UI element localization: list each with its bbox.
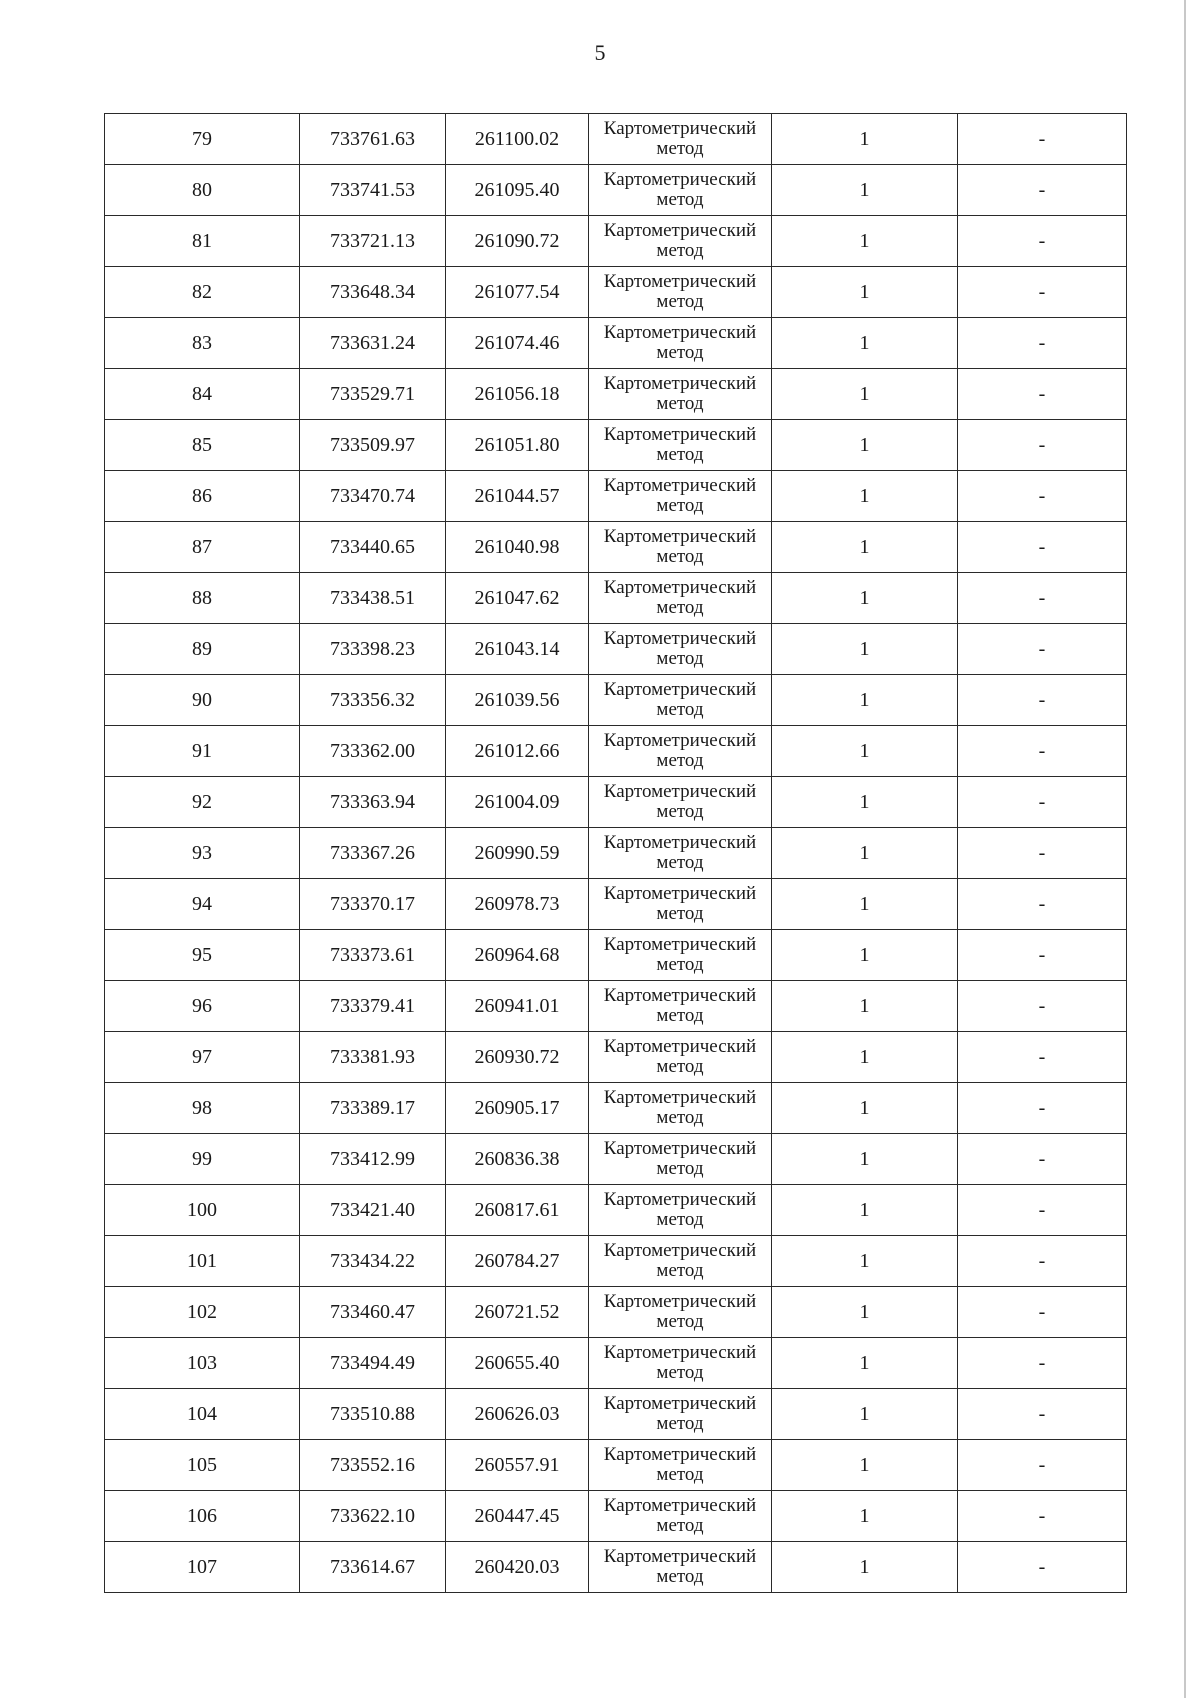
y-coordinate-cell: 260930.72	[446, 1032, 589, 1083]
point-number-cell: 106	[105, 1491, 300, 1542]
table-row	[105, 1287, 1127, 1338]
accuracy-cell: 1	[772, 879, 958, 930]
note-cell: -	[958, 777, 1127, 828]
note-cell: -	[958, 879, 1127, 930]
table-row	[105, 1185, 1127, 1236]
point-number-cell: 86	[105, 471, 300, 522]
y-coordinate-cell: 260990.59	[446, 828, 589, 879]
accuracy-cell: 1	[772, 624, 958, 675]
coordinates-table	[104, 113, 1127, 1593]
y-coordinate-cell: 261100.02	[446, 114, 589, 165]
x-coordinate-cell: 733367.26	[300, 828, 446, 879]
table-row	[105, 573, 1127, 624]
accuracy-cell: 1	[772, 522, 958, 573]
point-number-cell: 79	[105, 114, 300, 165]
note-cell: -	[958, 216, 1127, 267]
accuracy-cell: 1	[772, 675, 958, 726]
note-cell: -	[958, 1083, 1127, 1134]
page-edge-line	[1184, 0, 1186, 1698]
point-number-cell: 81	[105, 216, 300, 267]
accuracy-cell: 1	[772, 726, 958, 777]
y-coordinate-cell: 260941.01	[446, 981, 589, 1032]
point-number-cell: 99	[105, 1134, 300, 1185]
y-coordinate-cell: 260836.38	[446, 1134, 589, 1185]
method-cell: Картометрический метод	[589, 369, 772, 420]
method-cell: Картометрический метод	[589, 1389, 772, 1440]
accuracy-cell: 1	[772, 981, 958, 1032]
accuracy-cell: 1	[772, 1083, 958, 1134]
y-coordinate-cell: 261039.56	[446, 675, 589, 726]
x-coordinate-cell: 733421.40	[300, 1185, 446, 1236]
x-coordinate-cell: 733434.22	[300, 1236, 446, 1287]
table-row	[105, 1236, 1127, 1287]
y-coordinate-cell: 260420.03	[446, 1542, 589, 1593]
x-coordinate-cell: 733362.00	[300, 726, 446, 777]
table-row	[105, 1338, 1127, 1389]
table-row	[105, 1032, 1127, 1083]
page-number: 5	[594, 40, 606, 65]
x-coordinate-cell: 733470.74	[300, 471, 446, 522]
point-number-cell: 105	[105, 1440, 300, 1491]
method-cell: Картометрический метод	[589, 726, 772, 777]
y-coordinate-cell: 261004.09	[446, 777, 589, 828]
x-coordinate-cell: 733370.17	[300, 879, 446, 930]
note-cell: -	[958, 1287, 1127, 1338]
method-cell: Картометрический метод	[589, 1032, 772, 1083]
note-cell: -	[958, 675, 1127, 726]
x-coordinate-cell: 733741.53	[300, 165, 446, 216]
accuracy-cell: 1	[772, 1542, 958, 1593]
y-coordinate-cell: 260557.91	[446, 1440, 589, 1491]
note-cell: -	[958, 267, 1127, 318]
y-coordinate-cell: 261077.54	[446, 267, 589, 318]
note-cell: -	[958, 471, 1127, 522]
x-coordinate-cell: 733398.23	[300, 624, 446, 675]
accuracy-cell: 1	[772, 1185, 958, 1236]
accuracy-cell: 1	[772, 318, 958, 369]
x-coordinate-cell: 733389.17	[300, 1083, 446, 1134]
accuracy-cell: 1	[772, 471, 958, 522]
accuracy-cell: 1	[772, 1134, 958, 1185]
accuracy-cell: 1	[772, 267, 958, 318]
x-coordinate-cell: 733412.99	[300, 1134, 446, 1185]
table-row	[105, 726, 1127, 777]
accuracy-cell: 1	[772, 114, 958, 165]
note-cell: -	[958, 930, 1127, 981]
y-coordinate-cell: 261051.80	[446, 420, 589, 471]
point-number-cell: 97	[105, 1032, 300, 1083]
x-coordinate-cell: 733614.67	[300, 1542, 446, 1593]
table-row	[105, 1542, 1127, 1593]
note-cell: -	[958, 573, 1127, 624]
method-cell: Картометрический метод	[589, 471, 772, 522]
y-coordinate-cell: 260655.40	[446, 1338, 589, 1389]
table-row	[105, 777, 1127, 828]
note-cell: -	[958, 1542, 1127, 1593]
method-cell: Картометрический метод	[589, 930, 772, 981]
table-row	[105, 318, 1127, 369]
table-row	[105, 420, 1127, 471]
table-row	[105, 1134, 1127, 1185]
point-number-cell: 80	[105, 165, 300, 216]
table-row	[105, 930, 1127, 981]
table-row	[105, 675, 1127, 726]
table-row	[105, 165, 1127, 216]
point-number-cell: 104	[105, 1389, 300, 1440]
note-cell: -	[958, 318, 1127, 369]
point-number-cell: 100	[105, 1185, 300, 1236]
y-coordinate-cell: 261012.66	[446, 726, 589, 777]
note-cell: -	[958, 726, 1127, 777]
accuracy-cell: 1	[772, 777, 958, 828]
y-coordinate-cell: 260978.73	[446, 879, 589, 930]
method-cell: Картометрический метод	[589, 420, 772, 471]
method-cell: Картометрический метод	[589, 675, 772, 726]
x-coordinate-cell: 733494.49	[300, 1338, 446, 1389]
note-cell: -	[958, 624, 1127, 675]
accuracy-cell: 1	[772, 369, 958, 420]
point-number-cell: 89	[105, 624, 300, 675]
y-coordinate-cell: 261056.18	[446, 369, 589, 420]
accuracy-cell: 1	[772, 165, 958, 216]
method-cell: Картометрический метод	[589, 879, 772, 930]
x-coordinate-cell: 733379.41	[300, 981, 446, 1032]
x-coordinate-cell: 733440.65	[300, 522, 446, 573]
accuracy-cell: 1	[772, 1287, 958, 1338]
note-cell: -	[958, 1491, 1127, 1542]
note-cell: -	[958, 369, 1127, 420]
note-cell: -	[958, 165, 1127, 216]
note-cell: -	[958, 522, 1127, 573]
point-number-cell: 95	[105, 930, 300, 981]
table-row	[105, 981, 1127, 1032]
method-cell: Картометрический метод	[589, 1083, 772, 1134]
table-row	[105, 828, 1127, 879]
method-cell: Картометрический метод	[589, 1185, 772, 1236]
note-cell: -	[958, 1134, 1127, 1185]
method-cell: Картометрический метод	[589, 828, 772, 879]
x-coordinate-cell: 733761.63	[300, 114, 446, 165]
method-cell: Картометрический метод	[589, 522, 772, 573]
point-number-cell: 92	[105, 777, 300, 828]
note-cell: -	[958, 1440, 1127, 1491]
note-cell: -	[958, 1185, 1127, 1236]
point-number-cell: 101	[105, 1236, 300, 1287]
point-number-cell: 82	[105, 267, 300, 318]
point-number-cell: 107	[105, 1542, 300, 1593]
method-cell: Картометрический метод	[589, 318, 772, 369]
method-cell: Картометрический метод	[589, 981, 772, 1032]
table-row	[105, 369, 1127, 420]
method-cell: Картометрический метод	[589, 1338, 772, 1389]
note-cell: -	[958, 114, 1127, 165]
method-cell: Картометрический метод	[589, 114, 772, 165]
point-number-cell: 98	[105, 1083, 300, 1134]
y-coordinate-cell: 260817.61	[446, 1185, 589, 1236]
accuracy-cell: 1	[772, 420, 958, 471]
y-coordinate-cell: 260964.68	[446, 930, 589, 981]
accuracy-cell: 1	[772, 1440, 958, 1491]
point-number-cell: 94	[105, 879, 300, 930]
x-coordinate-cell: 733631.24	[300, 318, 446, 369]
x-coordinate-cell: 733721.13	[300, 216, 446, 267]
accuracy-cell: 1	[772, 1389, 958, 1440]
table-row	[105, 879, 1127, 930]
y-coordinate-cell: 260626.03	[446, 1389, 589, 1440]
x-coordinate-cell: 733552.16	[300, 1440, 446, 1491]
point-number-cell: 90	[105, 675, 300, 726]
y-coordinate-cell: 261043.14	[446, 624, 589, 675]
point-number-cell: 84	[105, 369, 300, 420]
x-coordinate-cell: 733381.93	[300, 1032, 446, 1083]
table-row	[105, 216, 1127, 267]
y-coordinate-cell: 261090.72	[446, 216, 589, 267]
x-coordinate-cell: 733622.10	[300, 1491, 446, 1542]
x-coordinate-cell: 733363.94	[300, 777, 446, 828]
point-number-cell: 96	[105, 981, 300, 1032]
method-cell: Картометрический метод	[589, 267, 772, 318]
accuracy-cell: 1	[772, 216, 958, 267]
point-number-cell: 102	[105, 1287, 300, 1338]
table-row	[105, 114, 1127, 165]
table-row	[105, 267, 1127, 318]
method-cell: Картометрический метод	[589, 1542, 772, 1593]
method-cell: Картометрический метод	[589, 165, 772, 216]
accuracy-cell: 1	[772, 1491, 958, 1542]
y-coordinate-cell: 260721.52	[446, 1287, 589, 1338]
point-number-cell: 103	[105, 1338, 300, 1389]
y-coordinate-cell: 260905.17	[446, 1083, 589, 1134]
accuracy-cell: 1	[772, 1338, 958, 1389]
point-number-cell: 88	[105, 573, 300, 624]
accuracy-cell: 1	[772, 1032, 958, 1083]
x-coordinate-cell: 733438.51	[300, 573, 446, 624]
note-cell: -	[958, 1032, 1127, 1083]
y-coordinate-cell: 261095.40	[446, 165, 589, 216]
y-coordinate-cell: 261044.57	[446, 471, 589, 522]
y-coordinate-cell: 260784.27	[446, 1236, 589, 1287]
note-cell: -	[958, 420, 1127, 471]
note-cell: -	[958, 1236, 1127, 1287]
table-row	[105, 471, 1127, 522]
note-cell: -	[958, 1389, 1127, 1440]
method-cell: Картометрический метод	[589, 1287, 772, 1338]
y-coordinate-cell: 260447.45	[446, 1491, 589, 1542]
x-coordinate-cell: 733460.47	[300, 1287, 446, 1338]
point-number-cell: 85	[105, 420, 300, 471]
table-row	[105, 624, 1127, 675]
x-coordinate-cell: 733510.88	[300, 1389, 446, 1440]
note-cell: -	[958, 1338, 1127, 1389]
method-cell: Картометрический метод	[589, 777, 772, 828]
method-cell: Картометрический метод	[589, 624, 772, 675]
table-row	[105, 1389, 1127, 1440]
point-number-cell: 83	[105, 318, 300, 369]
method-cell: Картометрический метод	[589, 1491, 772, 1542]
x-coordinate-cell: 733373.61	[300, 930, 446, 981]
method-cell: Картометрический метод	[589, 573, 772, 624]
x-coordinate-cell: 733356.32	[300, 675, 446, 726]
coordinates-table-body	[105, 114, 1127, 1593]
point-number-cell: 87	[105, 522, 300, 573]
y-coordinate-cell: 261074.46	[446, 318, 589, 369]
accuracy-cell: 1	[772, 930, 958, 981]
method-cell: Картометрический метод	[589, 1134, 772, 1185]
point-number-cell: 91	[105, 726, 300, 777]
point-number-cell: 93	[105, 828, 300, 879]
y-coordinate-cell: 261040.98	[446, 522, 589, 573]
table-row	[105, 522, 1127, 573]
table-row	[105, 1491, 1127, 1542]
method-cell: Картометрический метод	[589, 1236, 772, 1287]
accuracy-cell: 1	[772, 828, 958, 879]
method-cell: Картометрический метод	[589, 216, 772, 267]
note-cell: -	[958, 981, 1127, 1032]
note-cell: -	[958, 828, 1127, 879]
x-coordinate-cell: 733509.97	[300, 420, 446, 471]
accuracy-cell: 1	[772, 1236, 958, 1287]
x-coordinate-cell: 733529.71	[300, 369, 446, 420]
y-coordinate-cell: 261047.62	[446, 573, 589, 624]
x-coordinate-cell: 733648.34	[300, 267, 446, 318]
table-row	[105, 1083, 1127, 1134]
accuracy-cell: 1	[772, 573, 958, 624]
method-cell: Картометрический метод	[589, 1440, 772, 1491]
table-row	[105, 1440, 1127, 1491]
